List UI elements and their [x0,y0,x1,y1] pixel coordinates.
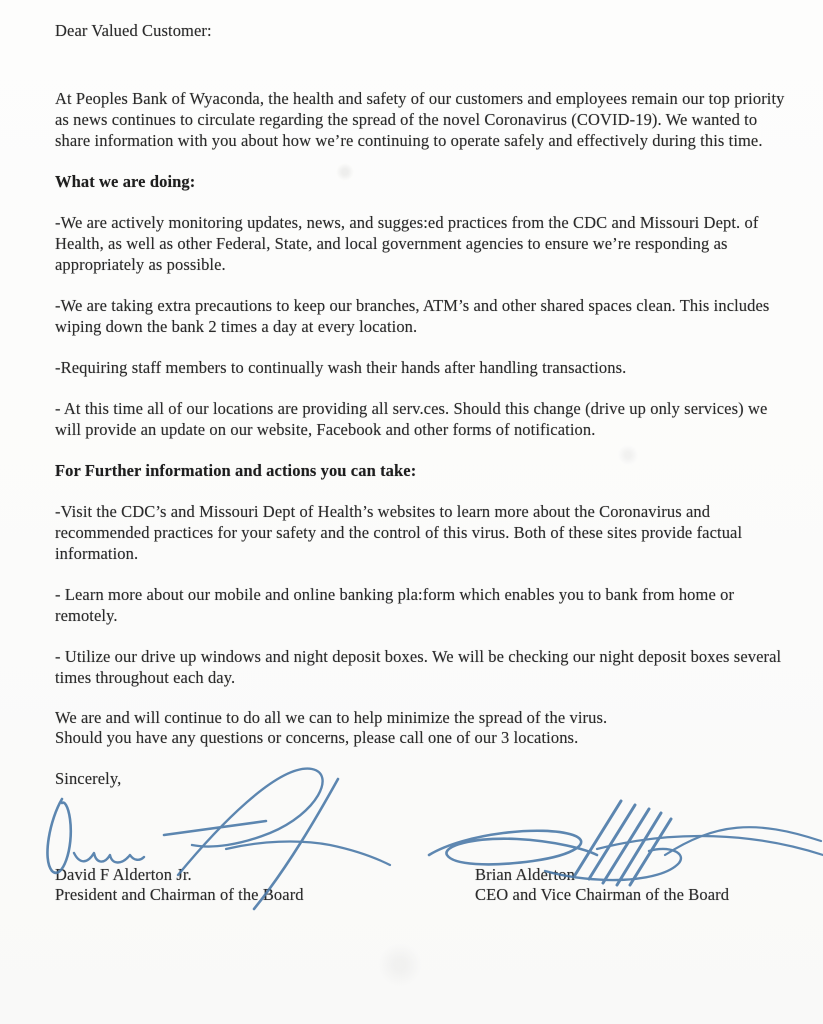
closing-paragraph [55,708,793,748]
signer-david-name: David F Alderton Jr. [55,865,192,884]
signature-names-row [55,865,793,925]
bullet-staff-handwashing: -Requiring staff members to continually wash their hands after handling transactions. [55,358,627,377]
signoff: Sincerely, [55,769,122,788]
closing-line-1: We are and will continue to do all we can to help minimize the spread of the virus. [55,708,608,727]
signer-brian-name: Brian Alderton [475,865,575,884]
signer-david-title: President and Chairman of the Board [55,885,304,904]
bullet-drive-up-windows: - Utilize our drive up windows and night deposit boxes. We will be checking our night deposit boxes several times throughout each day. [55,647,782,687]
bullet-visit-cdc: -Visit the CDC’s and Missouri Dept of Health’s websites to learn more about the Coronavirus and recommended practices for your safety and the control of this virus. Both of these sites provide factual information. [55,502,743,563]
closing-line-2: Should you have any questions or concerns, please call one of our 3 locations. [55,728,579,747]
signer-brian-block [475,865,729,905]
signer-brian-title: CEO and Vice Chairman of the Board [475,885,730,904]
signer-david-block [55,865,304,905]
salutation: Dear Valued Customer: [55,21,212,40]
signature-area [55,789,793,865]
section-heading-further-information: For Further information and actions you can take: [55,461,417,480]
section-heading-what-we-are-doing: What we are doing: [55,172,196,191]
bullet-locations-services: - At this time all of our locations are providing all serv.ces. Should this change (drive up only services) we will provide an update on our website, Facebook and other forms of notification. [55,399,768,439]
bullet-monitoring-updates: -We are actively monitoring updates, news, and sugges:ed practices from the CDC and Missouri Dept. of Health, as well as other Federal, State, and local government agencies to ensure we’re responding as appropriately as possible. [55,213,759,274]
bullet-mobile-banking: - Learn more about our mobile and online banking pla:form which enables you to bank from home or remotely. [55,585,735,625]
intro-paragraph: At Peoples Bank of Wyaconda, the health and safety of our customers and employees remain our top priority as news continues to circulate regarding the spread of the novel Coronavirus (COVID-19). We wanted to share information with you about how we’re continuing to operate safely and effectively during this time. [55,89,785,150]
bullet-extra-precautions: -We are taking extra precautions to keep our branches, ATM’s and other shared spaces clean. This includes wiping down the bank 2 times a day at every location. [55,296,770,336]
